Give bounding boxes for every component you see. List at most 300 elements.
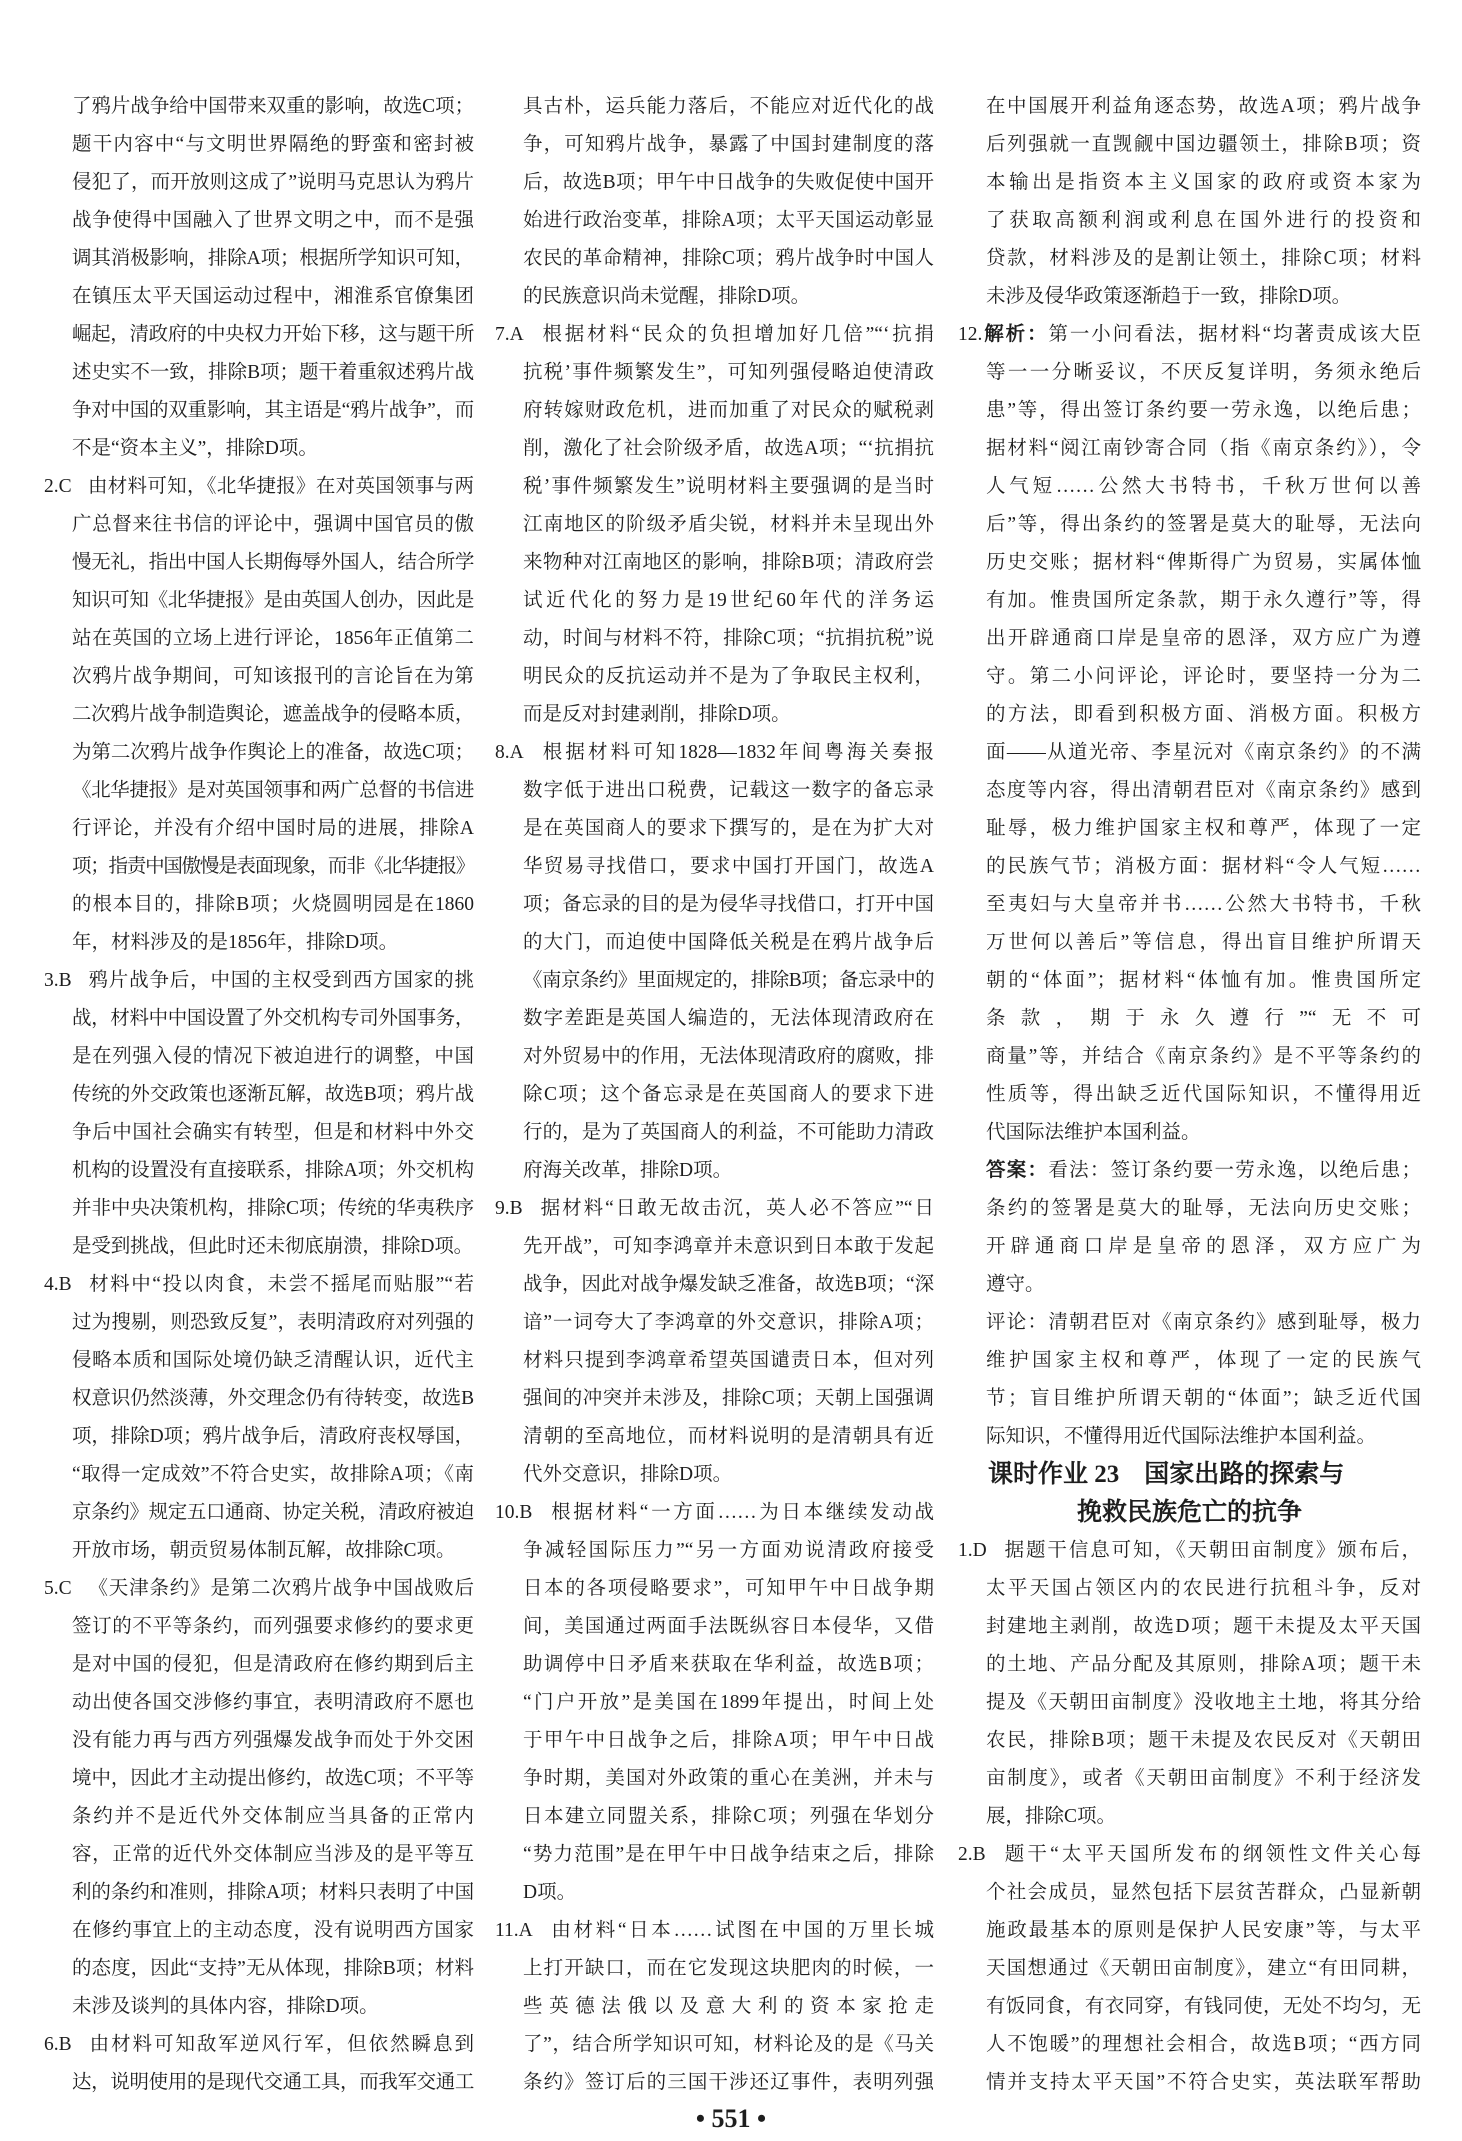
section-heading-line: 挽救民族危亡的抗争	[1076, 1499, 1302, 1526]
text-line	[44, 1532, 474, 1570]
line-text: 的民族意识尚未觉醒，排除D项。	[523, 286, 811, 307]
line-text: 施政最基本的原则是保护人民安康”等，与太平	[986, 1920, 1421, 1941]
line-text: 代国际法维护本国利益。	[986, 1122, 1201, 1143]
text-line	[44, 1266, 474, 1304]
line-text: 除C项；这个备忘录是在英国商人的要求下进	[523, 1084, 934, 1105]
text-line	[495, 1722, 934, 1760]
line-text: 次鸦片战争期间，可知该报刊的言论旨在为第	[72, 666, 474, 687]
text-line	[958, 1570, 1421, 1608]
continued-text	[44, 88, 474, 468]
text-line	[44, 658, 474, 696]
text-line	[958, 88, 1421, 126]
text-line	[44, 468, 474, 506]
right-column	[958, 88, 1421, 2102]
text-line	[495, 1190, 934, 1228]
line-text: 日本的各项侵略要求”，可知甲午中日战争期	[523, 1578, 934, 1599]
text-line	[44, 1342, 474, 1380]
text-line	[958, 1342, 1421, 1380]
text-line	[958, 1380, 1421, 1418]
line-text: 《天津条约》是第二次鸦片战争中国战败后	[87, 1578, 474, 1599]
text-line	[495, 1000, 934, 1038]
text-line	[958, 1874, 1421, 1912]
line-text: 是在列强入侵的情况下被迫进行的调整，中国	[72, 1046, 474, 1067]
item-number: 8.A	[495, 742, 524, 763]
line-text: 侵略本质和国际处境仍缺乏清醒认识，近代主	[72, 1350, 474, 1371]
text-line	[958, 886, 1421, 924]
line-text: 封建地主剥削，故选D项；题干未提及太平天国	[986, 1616, 1421, 1637]
line-text: 强间的冲突并未涉及，排除C项；天朝上国强调	[523, 1388, 934, 1409]
line-text: 未涉及侵华政策逐渐趋于一致，排除D项。	[986, 286, 1352, 307]
line-text: 上打开缺口，而在它发现这块肥肉的时候，一	[523, 1958, 934, 1979]
text-line	[495, 430, 934, 468]
line-text: 性质等，得出缺乏近代国际知识，不懂得用近	[986, 1084, 1421, 1105]
line-text: 于甲午中日战争之后，排除A项；甲午中日战	[523, 1730, 934, 1751]
text-line	[495, 164, 934, 202]
item-number: 9.B	[495, 1198, 523, 1219]
text-line	[44, 1950, 474, 1988]
line-text: 府海关改革，排除D项。	[523, 1160, 733, 1181]
text-line	[44, 1494, 474, 1532]
answer-item-5-C	[44, 1570, 474, 2026]
line-text: 题干内容中“与文明世界隔绝的野蛮和密封被	[72, 134, 474, 155]
text-line	[44, 1836, 474, 1874]
text-line	[495, 1380, 934, 1418]
item-number: 10.B	[495, 1502, 533, 1523]
line-text: 了获取高额利润或利息在国外进行的投资和	[986, 210, 1421, 231]
line-text: 争，可知鸦片战争，暴露了中国封建制度的落	[523, 134, 934, 155]
line-text: 始进行政治变革，排除A项；太平天国运动彰显	[523, 210, 934, 231]
line-text: 后列强就一直觊觎中国边疆领土，排除B项；资	[986, 134, 1421, 155]
text-line	[958, 696, 1421, 734]
text-line	[44, 202, 474, 240]
text-line	[44, 1798, 474, 1836]
line-text: 江南地区的阶级矛盾尖锐，材料并未呈现出外	[523, 514, 934, 535]
line-text: 境中，因此才主动提出修约，故选C项；不平等	[72, 1768, 474, 1789]
line-text: 争减轻国际压力”“另一方面劝说清政府接受	[523, 1540, 934, 1561]
line-text: 数字差距是英国人编造的，无法体现清政府在	[523, 1008, 934, 1029]
text-line	[958, 1912, 1421, 1950]
line-text: 出开辟通商口岸是皇帝的恩泽，双方应广为遵	[986, 628, 1421, 649]
line-text: 条款，期于永久遵行”“无不可	[986, 1008, 1421, 1029]
text-line	[495, 1912, 934, 1950]
line-text: 未涉及谈判的具体内容，排除D项。	[72, 1996, 379, 2017]
text-line	[958, 278, 1421, 316]
text-line	[495, 392, 934, 430]
answer-item-2-C	[44, 468, 474, 962]
line-text: 对外贸易中的作用，无法体现清政府的腐败，排	[523, 1046, 934, 1067]
text-line	[495, 1342, 934, 1380]
text-line	[44, 886, 474, 924]
text-line	[958, 544, 1421, 582]
text-line	[495, 1760, 934, 1798]
line-text: 条约》签订后的三国干涉还辽事件，表明列强	[523, 2072, 934, 2093]
line-text: 项；备忘录的目的是为侵华寻找借口，打开中国	[523, 894, 934, 915]
line-text: 了”，结合所学知识可知，材料论及的是《马关	[523, 2034, 934, 2055]
text-line	[958, 1000, 1421, 1038]
text-line	[495, 848, 934, 886]
line-text: 间，美国通过两面手法既纵容日本侵华，又借	[523, 1616, 934, 1637]
text-line	[958, 1608, 1421, 1646]
answer-summary	[958, 1152, 1421, 1304]
line-text: 是在英国商人的要求下撰写的，是在为扩大对	[523, 818, 934, 839]
line-text: 贷款，材料涉及的是割让领土，排除C项；材料	[986, 248, 1421, 269]
line-text: 遵守。	[986, 1274, 1045, 1295]
line-text: 传统的外交政策也逐渐瓦解，故选B项；鸦片战	[72, 1084, 474, 1105]
text-line	[44, 924, 474, 962]
text-line	[958, 620, 1421, 658]
text-line	[495, 772, 934, 810]
line-text: 明民众的反抗运动并不是为了争取民主权利，	[523, 666, 934, 687]
text-line	[495, 620, 934, 658]
line-text: 利的条约和准则，排除A项；材料只表明了中国	[72, 1882, 474, 1903]
line-text: 容，正常的近代外交体制应当涉及的是平等互	[72, 1844, 474, 1865]
text-line	[44, 354, 474, 392]
text-line	[958, 392, 1421, 430]
line-text: 至夷妇与大皇帝并书……公然大书特书，千秋	[986, 894, 1421, 915]
line-text: 年，材料涉及的是1856年，排除D项。	[72, 932, 399, 953]
line-text: 京条约》规定五口通商、协定关税，清政府被迫	[72, 1502, 474, 1523]
text-line	[958, 810, 1421, 848]
text-line	[958, 1076, 1421, 1114]
text-line	[44, 88, 474, 126]
line-text: 患”等，得出签订条约要一劳永逸，以绝后患；	[986, 400, 1421, 421]
line-text: 税’事件频繁发生”说明材料主要强调的是当时	[523, 476, 934, 497]
text-line	[958, 1722, 1421, 1760]
text-line	[44, 506, 474, 544]
text-line	[44, 544, 474, 582]
text-line	[495, 316, 934, 354]
text-line	[44, 582, 474, 620]
line-text: 开放市场，朝贡贸易体制瓦解，故排除C项。	[72, 1540, 456, 1561]
item-number: 11.A	[495, 1920, 533, 1941]
text-line	[44, 1760, 474, 1798]
text-line	[958, 1760, 1421, 1798]
middle-column	[495, 88, 934, 2102]
line-text: 耻辱，极力维护国家主权和尊严，体现了一定	[986, 818, 1421, 839]
line-text: 由材料可知，《北华捷报》在对英国领事与两	[87, 476, 474, 497]
text-line	[495, 1304, 934, 1342]
line-text: “取得一定成效”不符合史实，故排除A项；《南	[72, 1464, 474, 1485]
line-text: 展，排除C项。	[986, 1806, 1117, 1827]
line-text: 数字低于进出口税费，记载这一数字的备忘录	[523, 780, 934, 801]
text-line	[495, 810, 934, 848]
text-line	[44, 1684, 474, 1722]
line-text: 鸦片战争后，中国的主权受到西方国家的挑	[87, 970, 474, 991]
line-text: 调其消极影响，排除A项；根据所学知识可知，	[72, 248, 474, 269]
text-line	[44, 1076, 474, 1114]
text-line	[495, 1988, 934, 2026]
line-text: 《北华捷报》是对英国领事和两广总督的书信进	[72, 780, 474, 801]
line-text: 后，故选B项；甲午中日战争的失败促使中国开	[523, 172, 934, 193]
text-line	[958, 468, 1421, 506]
line-text: 守。第二小问评论，评论时，要坚持一分为二	[986, 666, 1421, 687]
line-text: 情并支持太平天国”不符合史实，英法联军帮助	[986, 2072, 1421, 2093]
section-heading-line: 课时作业 23 国家出路的探索与	[988, 1461, 1345, 1488]
line-text: 没有能力再与西方列强爆发战争而处于外交困	[72, 1730, 474, 1751]
line-text: 材料中“投以肉食，未尝不摇尾而贴服”“若	[87, 1274, 474, 1295]
text-line	[958, 354, 1421, 392]
text-line	[44, 1608, 474, 1646]
text-line	[958, 1190, 1421, 1228]
text-line	[495, 506, 934, 544]
answer-item-1-D	[958, 1532, 1421, 1836]
text-line	[495, 88, 934, 126]
answer-item-6-B	[44, 2026, 474, 2102]
line-text: 人气短……公然大书特书，千秋万世何以善	[986, 476, 1421, 497]
line-text: 是受到挑战，但此时还未彻底崩溃，排除D项。	[72, 1236, 474, 1257]
text-line	[958, 240, 1421, 278]
line-text: 有加。惟贵国所定条款，期于永久遵行”等，得	[986, 590, 1421, 611]
text-line	[958, 1950, 1421, 1988]
line-text: 朝的“体面”；据材料“体恤有加。惟贵国所定	[986, 970, 1421, 991]
line-text: 助调停中日矛盾来获取在华利益，故选B项；	[523, 1654, 934, 1675]
line-text: 《南京条约》里面规定的，排除B项；备忘录中的	[523, 970, 934, 991]
text-line	[495, 544, 934, 582]
line-text: 清朝的至高地位，而材料说明的是清朝具有近	[523, 1426, 934, 1447]
text-line	[958, 1988, 1421, 2026]
continued-text	[495, 88, 934, 316]
line-text: 商量”等，并结合《南京条约》是不平等条约的	[986, 1046, 1421, 1067]
item-number: 3.B	[44, 970, 72, 991]
line-text: 农民的革命精神，排除C项；鸦片战争时中国人	[523, 248, 934, 269]
text-line	[495, 658, 934, 696]
line-text: 了鸦片战争给中国带来双重的影响，故选C项；	[72, 96, 474, 117]
text-line	[44, 1874, 474, 1912]
text-line	[495, 468, 934, 506]
text-line	[958, 1684, 1421, 1722]
line-text: 根据材料可知1828—1832年间粤海关奏报	[539, 742, 934, 763]
line-text: 争时期，美国对外政策的重心在美洲，并未与	[523, 1768, 934, 1789]
line-text: 节；盲目维护所谓天朝的“体面”；缺乏近代国	[986, 1388, 1421, 1409]
line-text: 农民，排除B项；题干未提及农民反对《天朝田	[986, 1730, 1421, 1751]
line-text: 崛起，清政府的中央权力开始下移，这与题干所	[72, 324, 474, 345]
line-text: 为第二次鸦片战争作舆论上的准备，故选C项；	[72, 742, 474, 763]
text-line	[958, 1798, 1421, 1836]
text-line	[44, 2064, 474, 2102]
line-text: 后”等，得出条约的签署是莫大的耻辱，无法向	[986, 514, 1421, 535]
text-line	[495, 2064, 934, 2102]
text-line	[44, 164, 474, 202]
text-line	[958, 848, 1421, 886]
item-number: 1.D	[958, 1540, 987, 1561]
text-line	[44, 430, 474, 468]
line-text: 机构的设置没有直接联系，排除A项；外交机构	[72, 1160, 474, 1181]
text-line	[44, 240, 474, 278]
line-text: 而是反对封建剥削，排除D项。	[523, 704, 791, 725]
text-line	[44, 1038, 474, 1076]
answer-item-3-B	[44, 962, 474, 1266]
line-text: “势力范围”是在甲午中日战争结束之后，排除	[523, 1844, 934, 1865]
line-text: 代外交意识，排除D项。	[523, 1464, 733, 1485]
section-label: 答案：	[986, 1160, 1049, 1181]
text-line	[495, 924, 934, 962]
text-line	[958, 202, 1421, 240]
text-line	[495, 962, 934, 1000]
line-text: 达，说明使用的是现代交通工具，而我军交通工	[72, 2072, 474, 2093]
text-line	[44, 962, 474, 1000]
line-text: 第一小问看法，据材料“均著责成该大臣	[1048, 324, 1421, 345]
line-text: D项。	[523, 1882, 577, 1903]
text-line	[958, 924, 1421, 962]
line-text: 本输出是指资本主义国家的政府或资本家为	[986, 172, 1421, 193]
text-line	[495, 1646, 934, 1684]
text-line	[958, 1266, 1421, 1304]
text-line	[958, 1152, 1421, 1190]
text-line	[958, 1418, 1421, 1456]
item-number: 6.B	[44, 2034, 72, 2055]
continued-text	[958, 1304, 1421, 1456]
line-text: 华贸易寻找借口，要求中国打开国门，故选A	[523, 856, 934, 877]
line-text: 由材料可知敌军逆风行军，但依然瞬息到	[87, 2034, 474, 2055]
line-text: 战争，因此对战争爆发缺乏准备，故选B项；“深	[523, 1274, 934, 1295]
left-column	[44, 88, 474, 2102]
line-text: 过为搜剔，则恐致反复”，表明清政府对列强的	[72, 1312, 474, 1333]
page-number: • 551 •	[695, 2104, 767, 2133]
line-text: 先开战”，可知李鸿章并未意识到日本敢于发起	[523, 1236, 934, 1257]
section-heading	[958, 1456, 1421, 1532]
line-text: 根据材料“民众的负担增加好几倍”“‘抗捐	[539, 324, 934, 345]
continued-text	[958, 88, 1421, 316]
text-line	[495, 2026, 934, 2064]
line-text: 由材料“日本……试图在中国的万里长城	[548, 1920, 934, 1941]
text-line	[495, 696, 934, 734]
line-text: 权意识仍然淡薄，外交理念仍有待转变，故选B	[72, 1388, 474, 1409]
answer-item-4-B	[44, 1266, 474, 1570]
text-line	[958, 1836, 1421, 1874]
answer-item-9-B	[495, 1190, 934, 1494]
item-number: 5.C	[44, 1578, 72, 1599]
text-line	[495, 202, 934, 240]
line-text: 项；指责中国傲慢是表面现象，而非《北华捷报》	[72, 856, 474, 877]
text-line	[958, 1038, 1421, 1076]
answer-item-12	[958, 316, 1421, 1152]
text-line	[44, 734, 474, 772]
line-text: 材料只提到李鸿章希望英国谴责日本，但对列	[523, 1350, 934, 1371]
text-line	[495, 1228, 934, 1266]
text-line	[495, 582, 934, 620]
line-text: 来物种对江南地区的影响，排除B项；清政府尝	[523, 552, 934, 573]
line-text: “门户开放”是美国在1899年提出，时间上处	[523, 1692, 934, 1713]
answer-item-10-B	[495, 1494, 934, 1912]
line-text: 在镇压太平天国运动过程中，湘淮系官僚集团	[72, 286, 474, 307]
text-line	[958, 506, 1421, 544]
item-number: 12.	[958, 324, 983, 345]
text-line	[958, 430, 1421, 468]
text-line	[44, 392, 474, 430]
text-line	[958, 1228, 1421, 1266]
line-text: 侵犯了，而开放则这成了”说明马克思认为鸦片	[72, 172, 474, 193]
text-line	[495, 1684, 934, 1722]
line-text: 是对中国的侵犯，但是清政府在修约期到后主	[72, 1654, 474, 1675]
text-line	[495, 1494, 934, 1532]
line-text: 谙”一词夸大了李鸿章的外交意识，排除A项；	[523, 1312, 934, 1333]
text-line	[495, 1266, 934, 1304]
text-line	[495, 278, 934, 316]
text-line	[44, 1570, 474, 1608]
line-text: 际知识，不懂得用近代国际法维护本国利益。	[986, 1426, 1377, 1447]
line-text: 个社会成员，显然包括下层贫苦群众，凸显新朝	[986, 1882, 1421, 1903]
line-text: 些英德法俄以及意大利的资本家抢走	[523, 1996, 934, 2017]
text-line	[958, 1532, 1421, 1570]
text-line	[495, 1532, 934, 1570]
line-text: 的方法，即看到积极方面、消极方面。积极方	[986, 704, 1421, 725]
text-line	[495, 1608, 934, 1646]
line-text: 的民族气节；消极方面：据材料“令人气短……	[986, 856, 1421, 877]
text-line	[495, 1076, 934, 1114]
text-line	[44, 2026, 474, 2064]
text-line	[44, 1418, 474, 1456]
text-line	[958, 2026, 1421, 2064]
answer-item-7-A	[495, 316, 934, 734]
line-text: 述史实不一致，排除B项；题干着重叙述鸦片战	[72, 362, 474, 383]
answer-item-8-A	[495, 734, 934, 1190]
text-line	[495, 1950, 934, 1988]
line-text: 态度等内容，得出清朝君臣对《南京条约》感到	[986, 780, 1421, 801]
line-text: 争对中国的双重影响，其主语是“鸦片战争”，而	[72, 400, 474, 421]
line-text: 有饭同食，有衣同穿，有钱同使，无处不均匀，无	[986, 1996, 1421, 2017]
answer-item-2-B	[958, 1836, 1421, 2102]
text-line	[44, 1190, 474, 1228]
line-text: 的大门，而迫使中国降低关税是在鸦片战争后	[523, 932, 934, 953]
line-text: 条约的签署是莫大的耻辱，无法向历史交账；	[986, 1198, 1421, 1219]
line-text: 二次鸦片战争制造舆论，遮盖战争的侵略本质，	[72, 704, 474, 725]
text-line	[495, 1456, 934, 1494]
text-line	[44, 1000, 474, 1038]
line-text: 据题干信息可知，《天朝田亩制度》颁布后，	[1002, 1540, 1421, 1561]
line-text: 动，时间与材料不符，排除C项；“抗捐抗税”说	[523, 628, 934, 649]
line-text: 战争使得中国融入了世界文明之中，而不是强	[72, 210, 474, 231]
line-text: 动出使各国交涉修约事宜，表明清政府不愿也	[72, 1692, 474, 1713]
line-text: 太平天国占领区内的农民进行抗租斗争，反对	[986, 1578, 1421, 1599]
line-text: 的根本目的，排除B项；火烧圆明园是在1860	[72, 894, 474, 915]
line-text: 签订的不平等条约，而列强要求修约的要求更	[72, 1616, 474, 1637]
text-line	[958, 734, 1421, 772]
line-text: 行的，是为了英国商人的利益，不可能助力清政	[523, 1122, 934, 1143]
text-line	[44, 1304, 474, 1342]
line-text: 提及《天朝田亩制度》没收地主土地，将其分给	[986, 1692, 1421, 1713]
text-line	[44, 1152, 474, 1190]
line-text: 广总督来往书信的评论中，强调中国官员的傲	[72, 514, 474, 535]
line-text: 试近代化的努力是19世纪60年代的洋务运	[523, 590, 934, 611]
line-text: 慢无礼，指出中国人长期侮辱外国人，结合所学	[72, 552, 474, 573]
text-line	[495, 354, 934, 392]
item-number: 2.B	[958, 1844, 986, 1865]
line-text: 府转嫁财政危机，进而加重了对民众的赋税剥	[523, 400, 934, 421]
text-line	[958, 1114, 1421, 1152]
item-number: 7.A	[495, 324, 524, 345]
text-line	[495, 1798, 934, 1836]
text-line	[958, 772, 1421, 810]
text-line	[44, 1456, 474, 1494]
line-text: 面——从道光帝、李星沅对《南京条约》的不满	[986, 742, 1421, 763]
text-line	[495, 126, 934, 164]
text-line	[958, 962, 1421, 1000]
answer-item-11-A	[495, 1912, 934, 2102]
text-line	[44, 696, 474, 734]
text-line	[44, 126, 474, 164]
section-label: 解析：	[982, 324, 1049, 345]
line-text: 不是“资本主义”，排除D项。	[72, 438, 318, 459]
text-line	[44, 772, 474, 810]
line-text: 条约并不是近代外交体制应当具备的正常内	[72, 1806, 474, 1827]
line-text: 维护国家主权和尊严，体现了一定的民族气	[986, 1350, 1421, 1371]
text-line	[958, 582, 1421, 620]
line-text: 行评论，并没有介绍中国时局的进展，排除A	[72, 818, 474, 839]
text-line	[44, 1912, 474, 1950]
line-text: 日本建立同盟关系，排除C项；列强在华划分	[523, 1806, 934, 1827]
text-line	[958, 164, 1421, 202]
text-line	[495, 1570, 934, 1608]
